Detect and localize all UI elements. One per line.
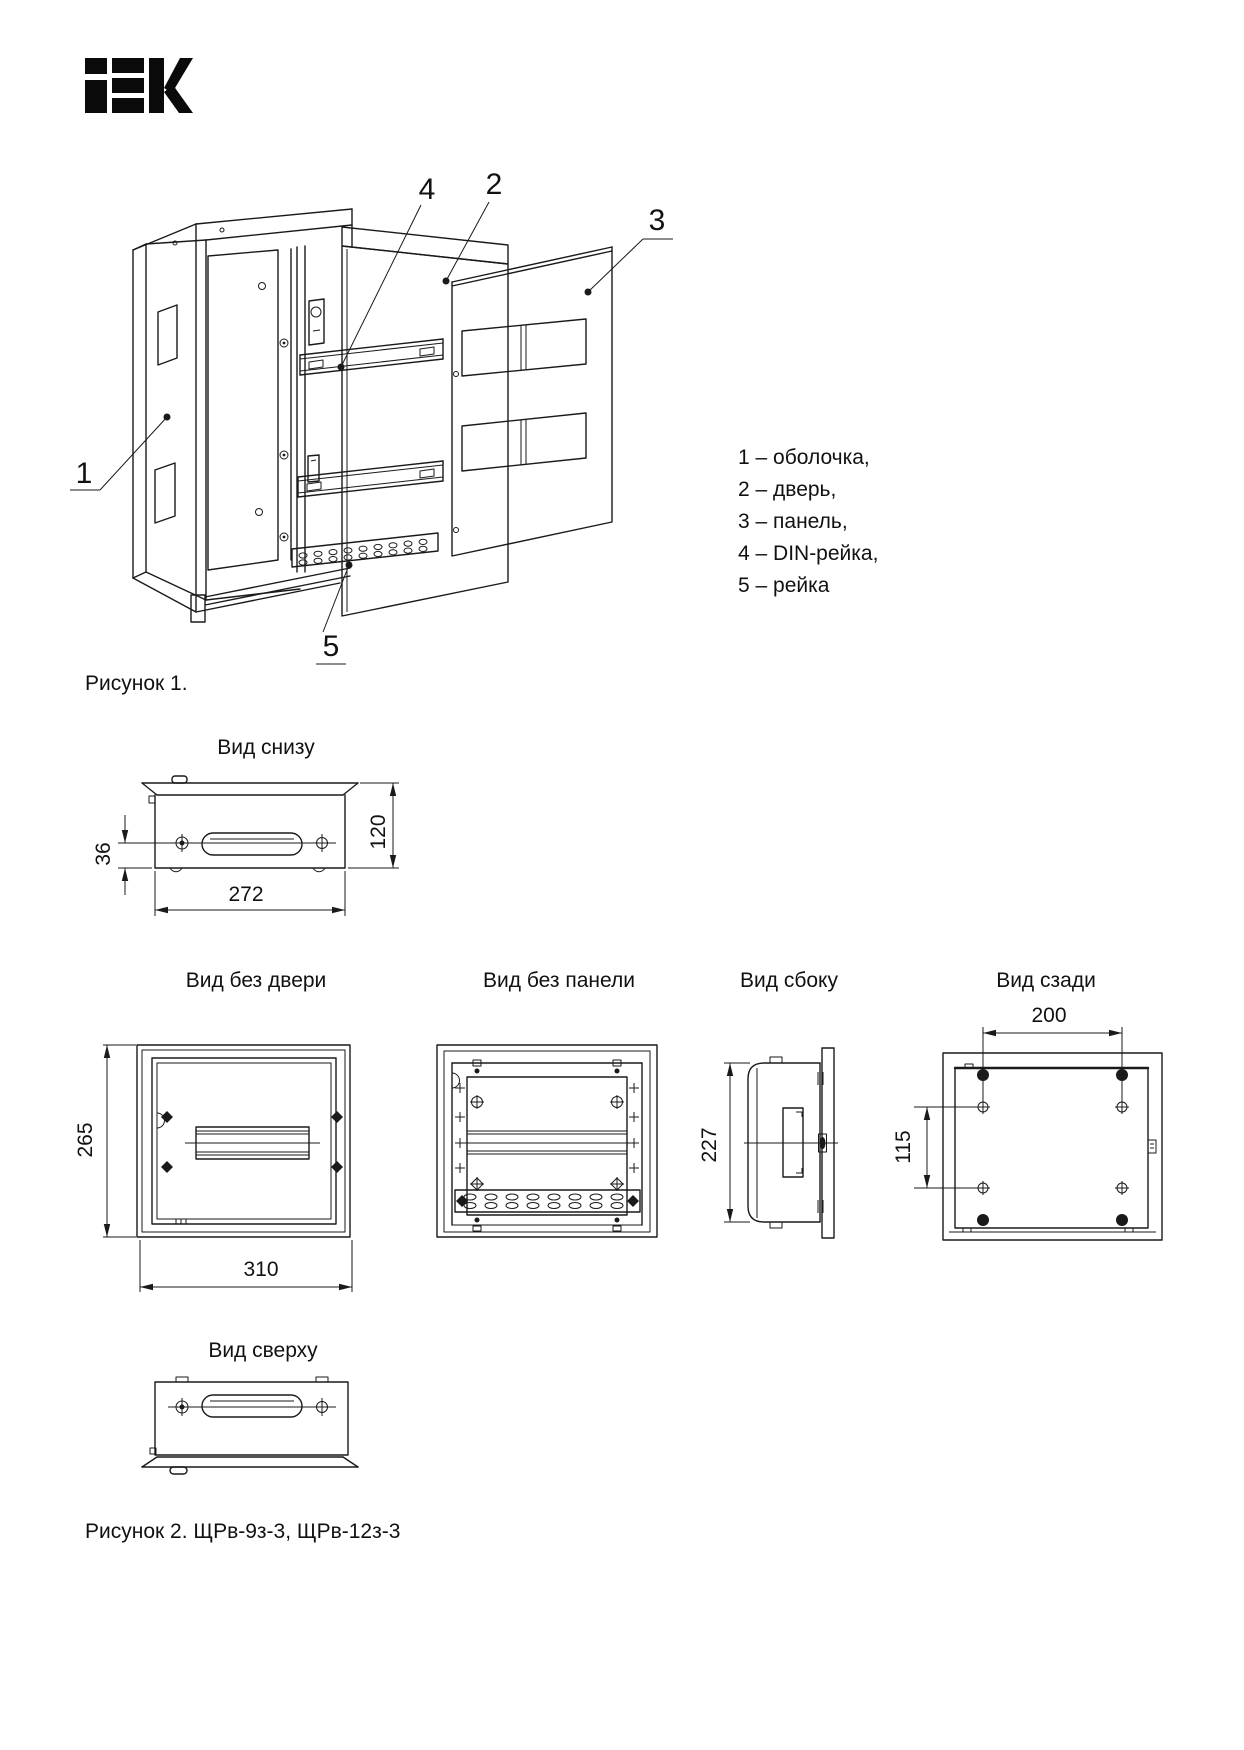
figure2-caption: Рисунок 2. ЩРв-9з-3, ЩРв-12з-3: [85, 1520, 401, 1543]
din-rail-lower: [298, 461, 443, 497]
callout-3: 3: [648, 204, 666, 237]
perforation-holes: [299, 539, 427, 565]
view-side-outline: [744, 1048, 838, 1238]
view-top: [142, 1377, 358, 1474]
view-title-no-door: Вид без двери: [185, 969, 327, 992]
dim-272: 272: [228, 883, 264, 906]
view-title-bottom: Вид снизу: [217, 736, 315, 759]
view-bottom-outline: [142, 776, 358, 872]
view-title-rear: Вид сзади: [996, 969, 1096, 992]
figure1-caption: Рисунок 1.: [85, 672, 188, 695]
callout-4: 4: [418, 173, 436, 206]
interior-mounting: [208, 246, 324, 572]
view-no-door: [103, 1045, 352, 1292]
view-title-no-panel: Вид без панели: [483, 969, 635, 992]
legend-item: 2 – дверь,: [738, 478, 837, 501]
door: [342, 227, 508, 616]
din-rail-upper: [300, 339, 443, 375]
legend-item: 3 – панель,: [738, 510, 848, 533]
view-no-door-outline: [137, 1045, 350, 1237]
dim-115: 115: [892, 1130, 915, 1164]
perforated-rail: [292, 533, 438, 567]
callout-leaders: [70, 202, 673, 664]
callout-2: 2: [485, 168, 503, 201]
figure1-exploded-view: [70, 202, 673, 664]
view-rear: [914, 1027, 1162, 1240]
view-title-side: Вид сбоку: [740, 969, 838, 992]
view-title-top: Вид сверху: [208, 1339, 318, 1362]
perforated-rail-holes: [464, 1194, 623, 1209]
legend-item: 5 – рейка: [738, 574, 830, 597]
figure1-legend: [738, 442, 878, 602]
view-top-outline: [142, 1377, 358, 1474]
callout-5: 5: [322, 630, 340, 663]
legend-item: 1 – оболочка,: [738, 446, 870, 469]
dim-265: 265: [74, 1122, 97, 1158]
view-no-panel: [437, 1045, 657, 1237]
view-rear-outline: [943, 1053, 1162, 1240]
view-no-panel-outline: [437, 1045, 657, 1237]
dim-36: 36: [92, 842, 115, 866]
view-side: [724, 1048, 838, 1238]
dim-200: 200: [1031, 1004, 1067, 1027]
dim-227: 227: [698, 1127, 721, 1163]
callout-1: 1: [75, 457, 93, 490]
view-no-door-dims: [103, 1045, 352, 1292]
dim-310: 310: [243, 1258, 279, 1281]
dim-120: 120: [367, 814, 390, 850]
view-rear-dims: [914, 1027, 1122, 1188]
iek-logo: [85, 58, 193, 113]
legend-item: 4 – DIN-рейка,: [738, 542, 879, 565]
